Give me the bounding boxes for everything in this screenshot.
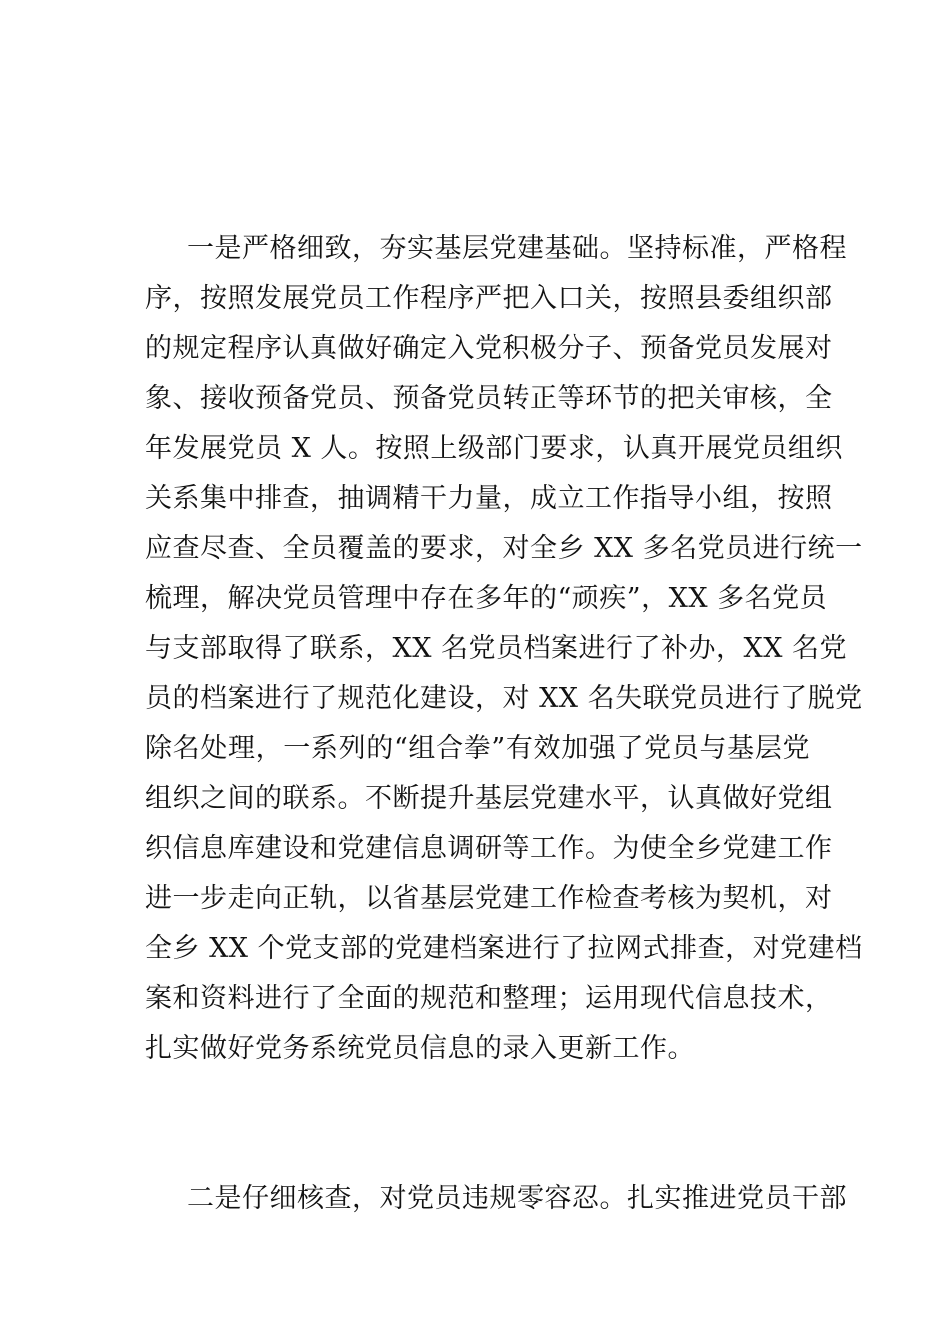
text-line: 组织之间的联系。不断提升基层党建水平，认真做好党组 xyxy=(145,783,833,814)
text-line: 进一步走向正轨，以省基层党建工作检查考核为契机，对 xyxy=(145,883,833,914)
text-line: 二是仔细核查，对党员违规零容忍。扎实推进党员干部 xyxy=(187,1183,847,1214)
text-line: 员的档案进行了规范化建设，对 XX 名失联党员进行了脱党 xyxy=(145,683,863,714)
text-line: 一是严格细致，夯实基层党建基础。坚持标准，严格程 xyxy=(187,233,847,264)
text-line: 与支部取得了联系，XX 名党员档案进行了补办，XX 名党 xyxy=(145,633,848,664)
text-line: 全乡 XX 个党支部的党建档案进行了拉网式排查，对党建档 xyxy=(145,933,863,964)
text-line: 关系集中排查，抽调精干力量，成立工作指导小组，按照 xyxy=(145,483,833,514)
text-line: 除名处理，一系列的“组合拳”有效加强了党员与基层党 xyxy=(145,733,810,764)
text-line: 年发展党员 X 人。按照上级部门要求，认真开展党员组织 xyxy=(145,433,843,464)
text-line: 的规定程序认真做好确定入党积极分子、预备党员发展对 xyxy=(145,333,833,364)
text-line: 象、接收预备党员、预备党员转正等环节的把关审核，全 xyxy=(145,383,833,414)
text-line: 梳理，解决党员管理中存在多年的“顽疾”，XX 多名党员 xyxy=(145,583,828,614)
text-line: 扎实做好党务系统党员信息的录入更新工作。 xyxy=(145,1033,695,1064)
text-line: 应查尽查、全员覆盖的要求，对全乡 XX 多名党员进行统一 xyxy=(145,533,863,564)
text-line: 织信息库建设和党建信息调研等工作。为使全乡党建工作 xyxy=(145,833,833,864)
text-line: 序，按照发展党员工作程序严把入口关，按照县委组织部 xyxy=(145,283,833,314)
text-line: 案和资料进行了全面的规范和整理；运用现代信息技术， xyxy=(145,983,833,1014)
